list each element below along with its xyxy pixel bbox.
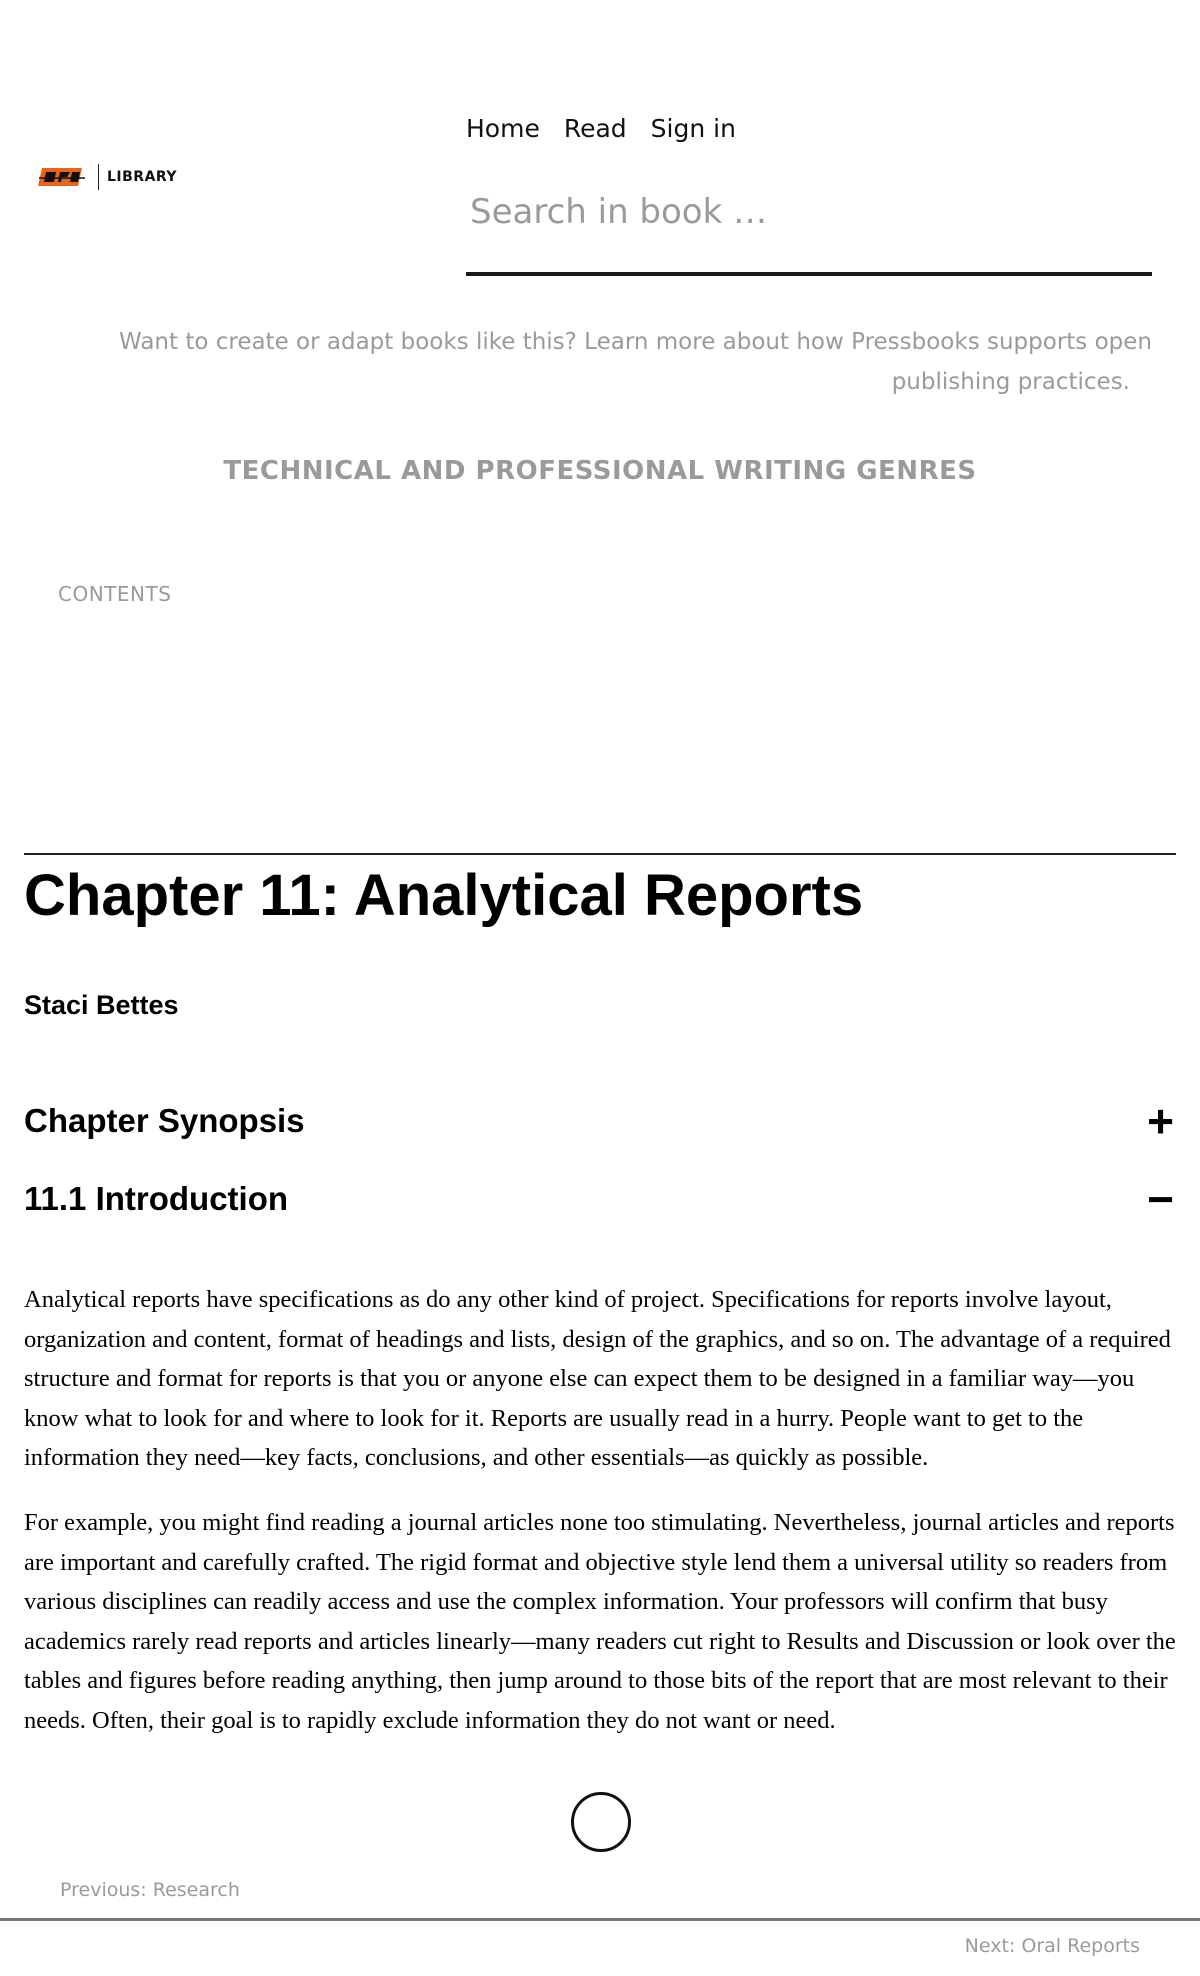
nav-read-link[interactable]: Read [563,114,627,143]
section-label: Chapter Synopsis [24,1102,305,1139]
nav-sign-in-link[interactable]: Sign in [650,114,736,143]
section-label: 11.1 Introduction [24,1180,289,1217]
logo-divider [98,164,99,190]
next-chapter-link[interactable]: Next: Oral Reports [964,1935,1140,1957]
library-logo[interactable] [36,164,177,190]
previous-chapter-link[interactable]: Previous: Research [60,1879,240,1901]
search-input[interactable] [466,182,1160,242]
section-chapter-synopsis[interactable] [24,1095,1176,1147]
logo-text: LIBRARY [107,169,178,185]
chapter-body [24,1280,1176,1791]
footer-divider [0,1918,1200,1921]
promo-line-1: Want to create or adapt books like this? Learn more about how Pressbooks supports open [119,329,1152,355]
loading-circle-icon [571,1792,631,1852]
chapter-author: Staci Bettes [24,990,179,1020]
promo-line-2: publishing practices. [891,369,1130,395]
paragraph-3-faded [24,1777,1176,1791]
search-box [466,182,1152,276]
expand-plus-icon[interactable]: + [1147,1095,1174,1147]
contents-toggle[interactable]: CONTENTS [58,582,172,606]
section-introduction[interactable] [24,1173,1176,1225]
book-title[interactable]: TECHNICAL AND PROFESSIONAL WRITING GENRES [223,456,977,486]
paragraph-1: Analytical reports have specifications as do any other kind of project. Specifications for reports involve layout, organization and content, format of headings and lists, design of the graphics, and so on. The advantage of a required structure and format for reports is that you or anyone else can expect them to be designed in a familiar way—you know what to look for and where to look for it. Reports are usually read in a hurry. People want to get to the information they need—key facts, conclusions, and other essentials—as quickly as possible. [24,1286,1171,1472]
pressbooks-promo[interactable] [60,322,1152,402]
nav-home-link[interactable]: Home [466,114,540,143]
osu-logo-icon [36,164,88,190]
paragraph-2: For example, you might find reading a journal articles none too stimulating. Nevertheless, journal articles and reports are important and carefully crafted. The rigid format and objective style lend them a universal utility so readers from various disciplines can readily access and use the complex information. Your professors will confirm that busy academics rarely read reports and articles linearly—many readers cut right to Results and Discussion or look over the tables and figures before reading anything, then jump around to those bits of the report that are most relevant to their needs. Often, their goal is to rapidly exclude information they do not want or need. [24,1508,1176,1734]
collapse-minus-icon[interactable]: − [1147,1173,1174,1225]
chapter-title: Chapter 11: Analytical Reports [24,863,864,928]
top-nav [466,114,736,143]
header-divider [24,853,1176,855]
